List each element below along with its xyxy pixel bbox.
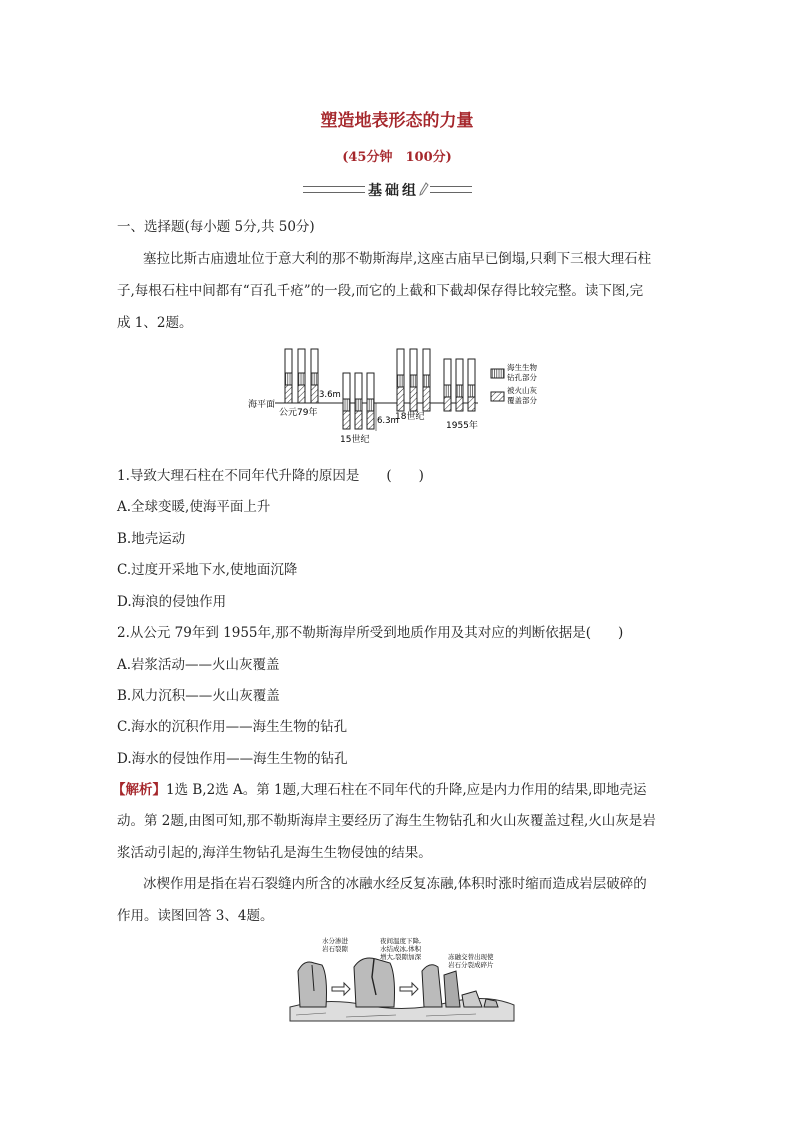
option-c: C.海水的沉积作用——海生生物的钻孔 <box>117 719 348 735</box>
figure-caption: 冻融交替出现使 <box>448 953 494 961</box>
column-group-15c <box>343 373 374 429</box>
legend-swatch <box>491 392 504 401</box>
sea-level-label: 海平面 <box>248 400 276 410</box>
measure-label: 6.3m <box>377 416 399 426</box>
analysis-text: 1选 B,2选 A。第 1题,大理石柱在不同年代的升降,应是内力作用的结果,即地壳运 <box>166 782 647 798</box>
figure-caption: 水分渗进 <box>322 937 348 945</box>
analysis-line: 动。第 2题,由图可知,那不勒斯海岸主要经历了海生生物钻孔和火山灰覆盖过程,火山灰是岩 <box>117 813 656 829</box>
intro-line: 作用。读图回答 3、4题。 <box>117 908 274 924</box>
figure-caption: 夜间温度下降, <box>380 937 422 945</box>
period-label: 1955年 <box>446 421 478 431</box>
legend-label: 覆盖部分 <box>507 396 537 405</box>
legend-label: 海生生物 <box>507 363 537 372</box>
section-label: 基础组 <box>368 183 419 199</box>
intro-line: 成 1、2题。 <box>117 315 193 331</box>
period-label: 18世纪 <box>395 412 425 422</box>
pencil-icon <box>419 182 429 196</box>
intro-line: 塞拉比斯古庙遗址位于意大利的那不勒斯海岸,这座古庙早已倒塌,只剩下三根大理石柱 <box>143 251 652 267</box>
figure-caption: 岩石裂隙 <box>322 945 348 953</box>
analysis-line: 浆活动引起的,海洋生物钻孔是海生生物侵蚀的结果。 <box>117 845 432 861</box>
legend-swatch <box>491 369 504 378</box>
option-d: D.海浪的侵蚀作用 <box>117 594 227 610</box>
column-group-18c <box>397 349 430 411</box>
question-stem: 2.从公元 79年到 1955年,那不勒斯海岸所受到地质作用及其对应的判断依据是( ) <box>117 625 624 641</box>
measure-label: 3.6m <box>319 390 341 400</box>
option-a: A.全球变暖,使海平面上升 <box>117 499 271 515</box>
analysis-line <box>112 781 646 799</box>
column-group-1955 <box>444 359 475 411</box>
legend-label: 被火山灰 <box>507 386 537 395</box>
column-diagram <box>245 343 585 445</box>
option-a: A.岩浆活动——火山灰覆盖 <box>117 657 280 673</box>
page-title: 塑造地表形态的力量 <box>320 111 474 131</box>
page-subtitle: (45分钟 100分) <box>342 150 452 165</box>
option-d: D.海水的侵蚀作用——海生生物的钻孔 <box>117 751 348 767</box>
section-header <box>0 180 794 200</box>
legend-label: 钻孔部分 <box>507 373 537 382</box>
intro-line: 子,每根石柱中间都有“百孔千疮”的一段,而它的上截和下截却保存得比较完整。读下图,完 <box>117 283 644 299</box>
intro-line: 冰楔作用是指在岩石裂缝内所含的冰融水经反复冻融,体积时涨时缩而造成岩层破碎的 <box>143 876 647 892</box>
divider <box>430 186 472 193</box>
option-c: C.过度开采地下水,使地面沉降 <box>117 562 298 578</box>
option-b: B.地壳运动 <box>117 531 186 547</box>
analysis-label: 【解析】 <box>112 782 166 798</box>
figure-caption: 水结成冰,体积 <box>380 945 422 953</box>
column-group-79 <box>285 349 318 403</box>
figure-caption: 增大,裂隙加深 <box>380 953 422 961</box>
period-label: 公元79年 <box>279 408 318 418</box>
legend <box>491 362 537 405</box>
frost-wedging-diagram <box>286 935 518 1025</box>
part-heading: 一、选择题(每小题 5分,共 50分) <box>117 219 315 235</box>
divider <box>303 186 365 193</box>
question-stem: 1.导致大理石柱在不同年代升降的原因是 ( ) <box>117 468 424 484</box>
option-b: B.风力沉积——火山灰覆盖 <box>117 688 280 704</box>
period-label: 15世纪 <box>340 435 370 445</box>
figure-caption: 岩石分裂成碎片 <box>448 961 494 969</box>
